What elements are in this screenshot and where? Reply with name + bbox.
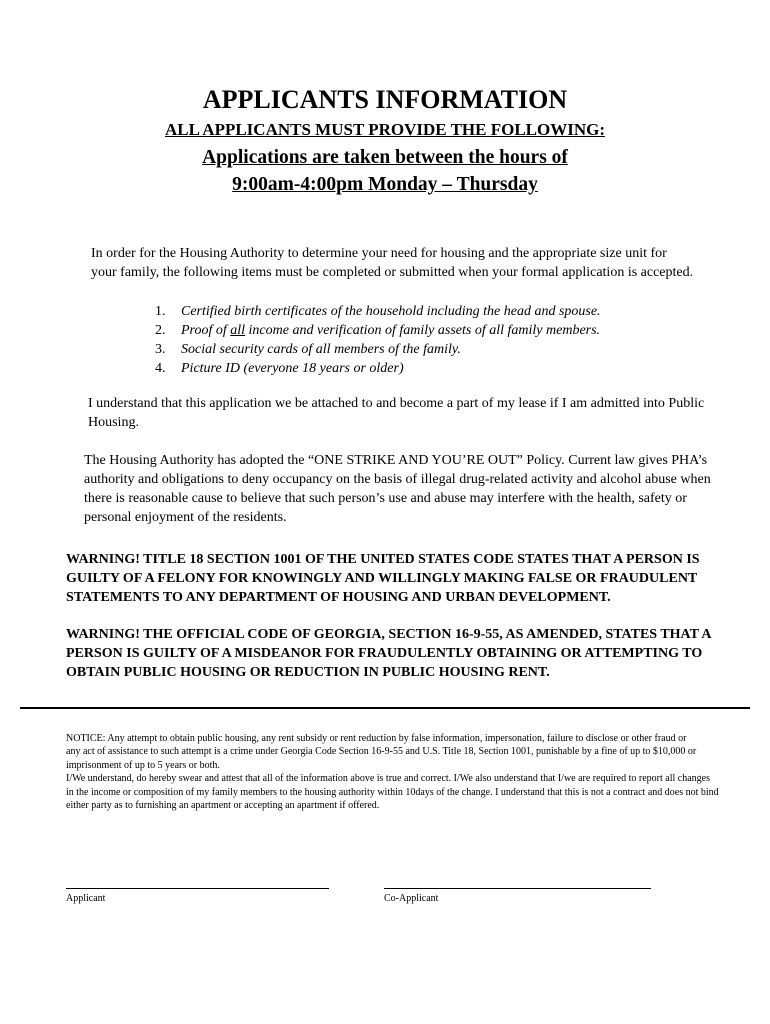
requirement-number: 3. xyxy=(155,342,166,357)
intro-paragraph xyxy=(91,244,731,282)
intro-line-2: your family, the following items must be completed or submitted when your formal application is accepted. xyxy=(91,265,694,280)
warning-title-18: WARNING! TITLE 18 SECTION 1001 OF THE UNITED STATES CODE STATES THAT A PERSON IS GUILTY OF A FELONY FOR KNOWINGLY AND WILLINGLY MAKING FALSE OR FRAUDULENT STATEMENTS TO ANY DEPARTMENT OF HOUSING AND URBAN DEVELOPMENT. xyxy=(66,552,700,605)
notice-line: any act of assistance to such attempt is a crime under Georgia Code Section 16-9-55 and U.S. Title 18, Section 1001, punishable by a fine of up to $10,000 or xyxy=(66,746,697,758)
co-applicant-signature-line[interactable] xyxy=(384,888,651,889)
intro-line-1: In order for the Housing Authority to determine your need for housing and the appropriate size unit for xyxy=(91,246,667,261)
requirement-text: Certified birth certificates of the household including the head and spouse. xyxy=(181,304,601,319)
page-subtitle: ALL APPLICANTS MUST PROVIDE THE FOLLOWING: xyxy=(164,120,606,139)
page-title: APPLICANTS INFORMATION xyxy=(202,85,568,114)
warning-georgia-code: WARNING! THE OFFICIAL CODE OF GEORGIA, SECTION 16-9-55, AS AMENDED, STATES THAT A PERSON IS GUILTY OF A MISDEANOR FOR FRAUDULENTLY OBTAINING OR ATTEMPTING TO OBTAIN PUBLIC HOUSING OR REDUCTION IN PUBLIC HOUSING RENT. xyxy=(66,627,711,680)
section-divider xyxy=(20,707,750,709)
notice-line: either party as to furnishing an apartment or accepting an apartment if offered. xyxy=(66,800,380,812)
requirement-text-part: Proof of xyxy=(181,323,231,338)
requirement-number: 1. xyxy=(155,304,166,319)
co-applicant-label: Co-Applicant xyxy=(384,893,439,904)
requirement-item xyxy=(155,340,715,359)
requirement-text: Social security cards of all members of the family. xyxy=(181,342,461,357)
hours-line-2: 9:00am-4:00pm Monday – Thursday xyxy=(232,174,538,195)
hours-line-1: Applications are taken between the hours of xyxy=(202,147,568,168)
requirement-text-emphasis: all xyxy=(230,323,246,338)
requirement-number: 4. xyxy=(155,361,166,376)
notice-line: I/We understand, do hereby swear and attest that all of the information above is true and correct. I/We also understand that I/we are required to report all changes xyxy=(66,773,710,785)
requirement-number: 2. xyxy=(155,323,166,338)
notice-line: in the income or composition of my family members to the housing authority within 10days of the change. I understand that this is not a contract and does not bind xyxy=(66,786,719,798)
requirement-item xyxy=(155,359,715,378)
lease-paragraph: I understand that this application we be attached to and become a part of my lease if I am admitted into Public Housing. xyxy=(88,396,705,430)
applicant-signature-line[interactable] xyxy=(66,888,329,889)
requirement-item xyxy=(155,302,715,321)
requirement-item xyxy=(155,321,715,340)
one-strike-paragraph: The Housing Authority has adopted the “ONE STRIKE AND YOU’RE OUT” Policy. Current law gives PHA’s authority and obligations to deny occupancy on the basis of illegal drug-related activity and alcohol abuse when there is reasonable cause to believe that such person’s use and abuse may interfere with the health, safety or personal enjoyment of the residents. xyxy=(84,453,711,525)
notice-line: NOTICE: Any attempt to obtain public housing, any rent subsidy or rent reduction by false information, impersonation, failure to disclose or other fraud or xyxy=(66,733,687,744)
notice-line: imprisonment of up to 5 years or both. xyxy=(66,759,220,771)
requirements-list xyxy=(155,302,715,378)
applicant-label: Applicant xyxy=(66,893,106,904)
requirement-text: Picture ID (everyone 18 years or older) xyxy=(181,361,404,376)
notice-paragraph xyxy=(66,732,746,812)
requirement-text-part: income and verification of family assets of all family members. xyxy=(245,323,601,338)
